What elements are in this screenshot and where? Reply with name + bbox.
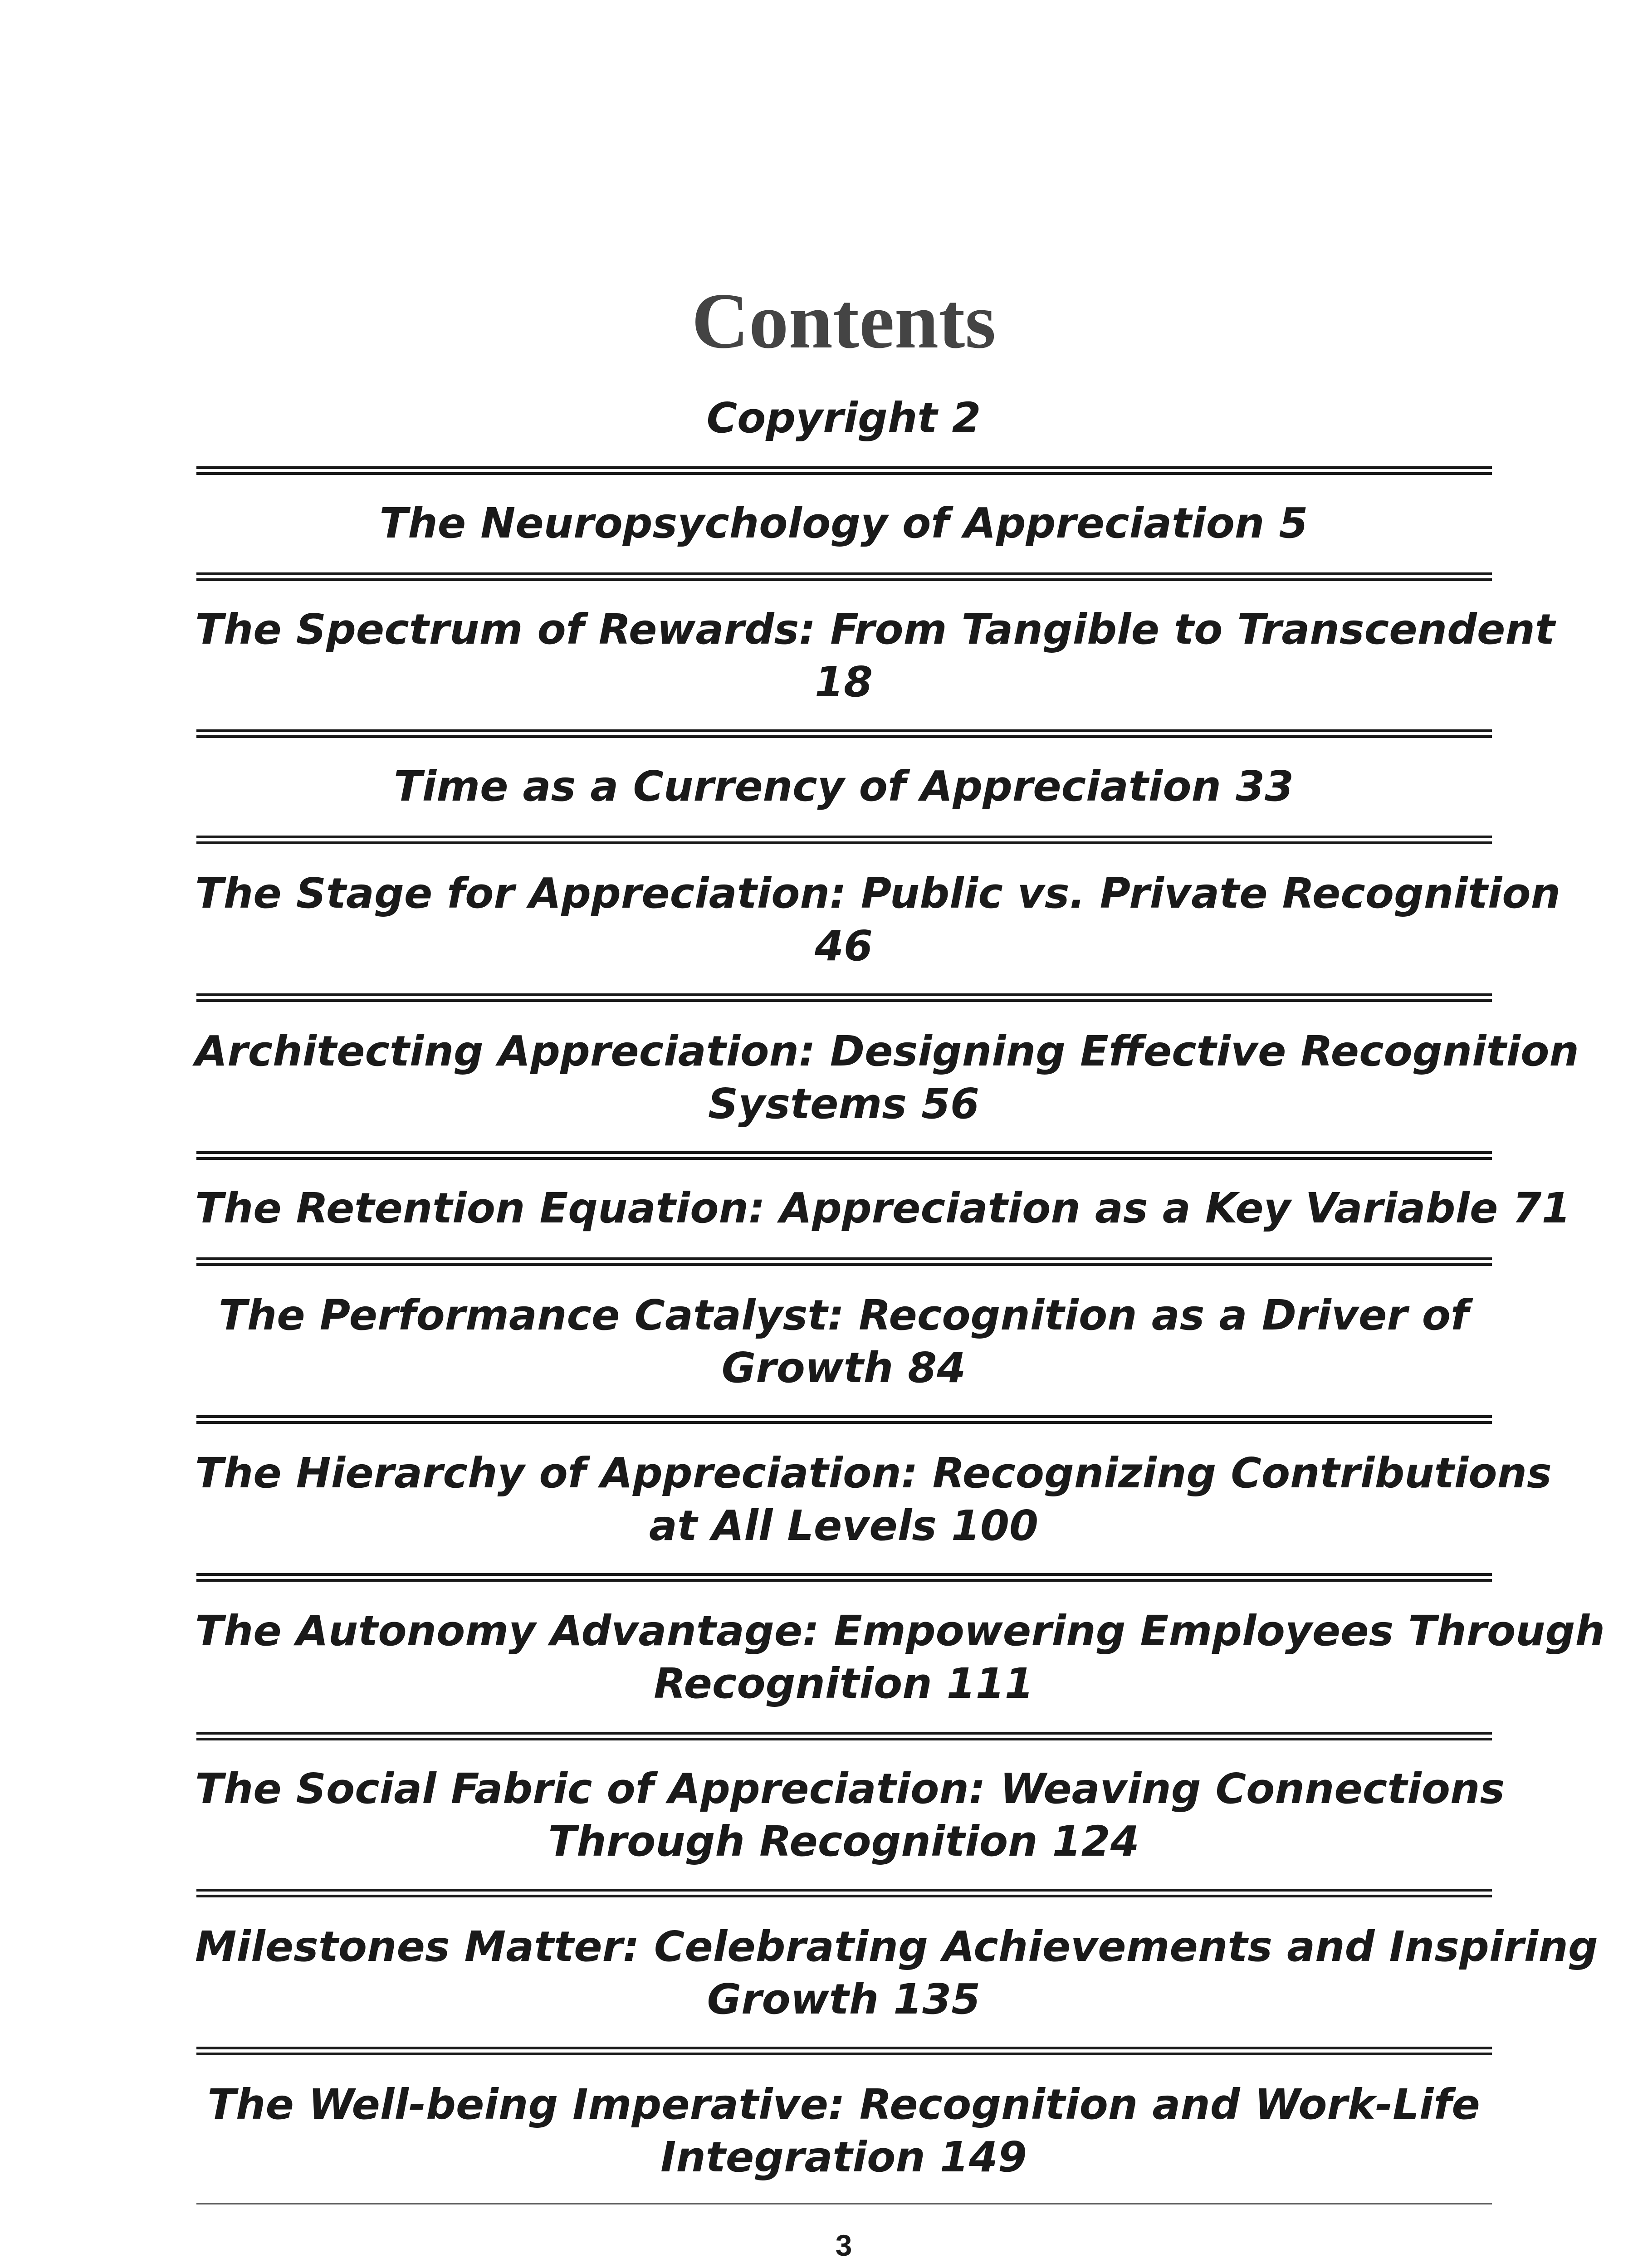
toc-entry-line: Systems 56 — [708, 1080, 980, 1128]
toc-entry-social-fabric[interactable] — [195, 1763, 1505, 1868]
toc-entry-autonomy-advantage[interactable] — [195, 1605, 1605, 1710]
toc-entry-line: Through Recognition 124 — [548, 1817, 1139, 1866]
toc-entry-line: Growth 84 — [721, 1344, 966, 1392]
toc-entry-line: at All Levels 100 — [649, 1501, 1039, 1550]
toc-entry-line: 46 — [814, 922, 873, 970]
toc-entry-line: The Autonomy Advantage: Empowering Employees Through — [195, 1607, 1605, 1655]
toc-entry-line: Architecting Appreciation: Designing Effective Recognition — [195, 1027, 1579, 1075]
toc-entry-line: The Performance Catalyst: Recognition as a Driver of — [219, 1291, 1469, 1339]
toc-entry-line: Milestones Matter: Celebrating Achievements and Inspiring — [195, 1922, 1598, 1971]
footer-divider — [196, 2203, 1492, 2204]
toc-entry-milestones-matter[interactable] — [195, 1921, 1598, 2026]
double-divider — [196, 1151, 1492, 1160]
toc-entry-line: Integration 149 — [660, 2133, 1027, 2181]
double-divider — [196, 1889, 1492, 1897]
toc-entry-line: Recognition 111 — [654, 1659, 1034, 1708]
toc-entry-line: The Well-being Imperative: Recognition and Work-Life — [207, 2080, 1480, 2129]
double-divider — [196, 1732, 1492, 1740]
double-divider — [196, 466, 1492, 475]
toc-entry-hierarchy-of-appreciation[interactable] — [195, 1447, 1552, 1552]
toc-entry-architecting-appreciation[interactable] — [195, 1025, 1579, 1130]
toc-entry-line: The Social Fabric of Appreciation: Weaving Connections — [195, 1765, 1505, 1813]
toc-entry-well-being-imperative[interactable] — [195, 2078, 1492, 2184]
toc-entry-line: Copyright 2 — [706, 394, 981, 442]
toc-entry-neuropsychology[interactable] — [195, 497, 1492, 550]
toc-entry-line: The Retention Equation: Appreciation as a Key Variable 71 — [195, 1184, 1571, 1232]
toc-entry-retention-equation[interactable] — [195, 1182, 1571, 1235]
toc-entry-copyright[interactable] — [195, 392, 1492, 445]
double-divider — [196, 2047, 1492, 2055]
toc-entry-line: The Spectrum of Rewards: From Tangible to Transcendent — [195, 605, 1555, 654]
double-divider — [196, 729, 1492, 738]
double-divider — [196, 993, 1492, 1002]
double-divider — [196, 1257, 1492, 1266]
page-number: 3 — [835, 2229, 852, 2262]
double-divider — [196, 1573, 1492, 1582]
double-divider — [196, 836, 1492, 844]
toc-entry-line: Time as a Currency of Appreciation 33 — [393, 762, 1294, 811]
toc-entry-line: The Stage for Appreciation: Public vs. Private Recognition — [195, 869, 1561, 918]
toc-entry-line: Growth 135 — [707, 1975, 981, 2024]
toc-entry-time-as-currency[interactable] — [195, 760, 1492, 813]
toc-entry-spectrum-of-rewards[interactable] — [195, 603, 1555, 709]
contents-heading: Contents — [691, 277, 996, 365]
double-divider — [196, 1415, 1492, 1424]
toc-entry-performance-catalyst[interactable] — [195, 1289, 1492, 1394]
toc-entry-line: 18 — [814, 658, 873, 706]
toc-entry-stage-for-appreciation[interactable] — [195, 867, 1561, 973]
double-divider — [196, 572, 1492, 581]
toc-entry-line: The Hierarchy of Appreciation: Recognizing Contributions — [195, 1449, 1552, 1497]
toc-entry-line: The Neuropsychology of Appreciation 5 — [379, 499, 1308, 547]
